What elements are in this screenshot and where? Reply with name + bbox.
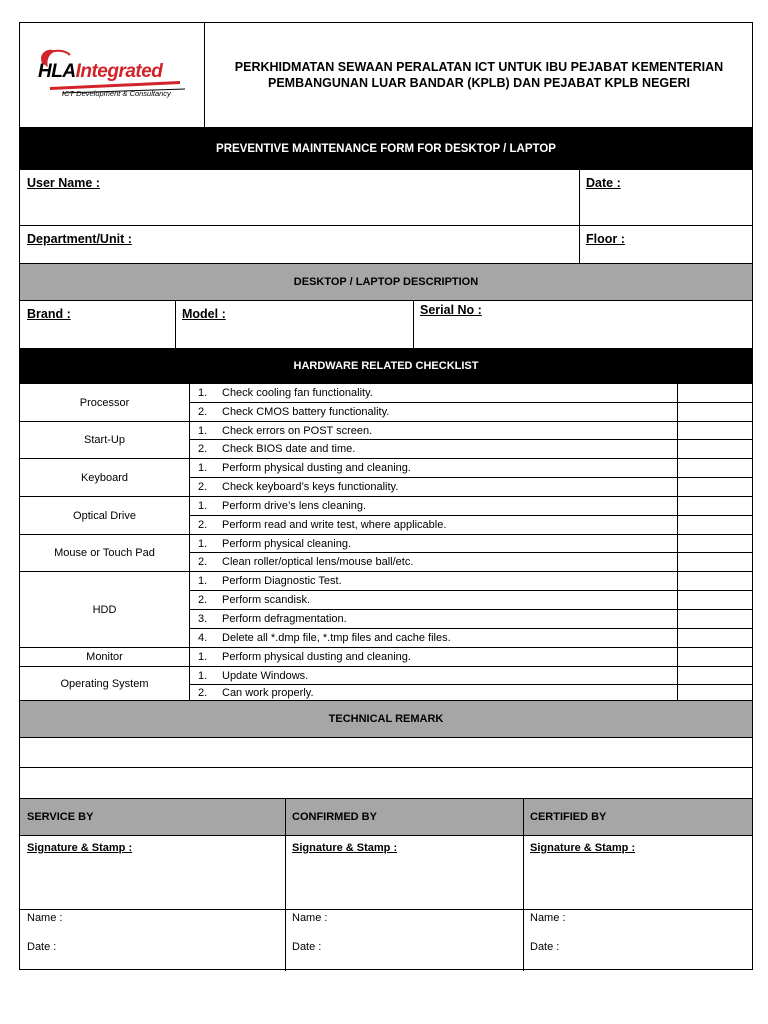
service-date-label: Date : <box>27 941 57 953</box>
checklist-item: 2. Can work properly. <box>190 685 752 701</box>
check-box[interactable] <box>677 516 678 534</box>
checklist-item: 1. Perform drive’s lens cleaning. <box>190 497 752 516</box>
category-processor: Processor <box>20 384 190 422</box>
check-box[interactable] <box>677 610 678 628</box>
category-optical-drive: Optical Drive <box>20 497 190 535</box>
certified-name-label: Name : <box>530 912 566 924</box>
checklist-item: 2. Check keyboard’s keys functionality. <box>190 478 752 497</box>
signature-stamp-row <box>20 836 752 910</box>
check-box[interactable] <box>677 685 678 700</box>
checklist-item: 2. Check BIOS date and time. <box>190 440 752 459</box>
confirmed-date-label: Date : <box>292 941 322 953</box>
department-label: Department/Unit : <box>27 232 132 246</box>
checklist-item: 2. Check CMOS battery functionality. <box>190 403 752 422</box>
checklist-item: 1. Perform Diagnostic Test. <box>190 572 752 591</box>
maintenance-form <box>19 22 753 970</box>
form-header <box>20 23 752 128</box>
check-box[interactable] <box>677 553 678 571</box>
check-box[interactable] <box>677 440 678 458</box>
department-row <box>20 226 752 264</box>
certified-by-title: CERTIFIED BY <box>530 811 607 823</box>
serial-label: Serial No : <box>420 303 482 317</box>
check-box[interactable] <box>677 572 678 590</box>
floor-label: Floor : <box>586 232 625 246</box>
category-monitor: Monitor <box>20 648 190 667</box>
check-box[interactable] <box>677 629 678 647</box>
check-box[interactable] <box>677 422 678 439</box>
checklist-item: 1. Check errors on POST screen. <box>190 422 752 440</box>
category-keyboard: Keyboard <box>20 459 190 497</box>
category-start-up: Start-Up <box>20 422 190 459</box>
check-box[interactable] <box>677 459 678 477</box>
model-label: Model : <box>182 307 226 321</box>
certified-signature-label: Signature & Stamp : <box>530 842 636 854</box>
technical-remark-title: TECHNICAL REMARK <box>20 701 752 738</box>
logo-text-integrated: Integrated <box>75 61 163 82</box>
category-mouse-touch-pad: Mouse or Touch Pad <box>20 535 190 572</box>
checklist-item: 2. Clean roller/optical lens/mouse ball/etc. <box>190 553 752 572</box>
user-name-label: User Name : <box>27 176 100 190</box>
description-row <box>20 301 752 349</box>
confirmed-signature-label: Signature & Stamp : <box>292 842 398 854</box>
checklist-item: 1. Perform physical dusting and cleaning. <box>190 459 752 478</box>
user-name-row <box>20 170 752 226</box>
category-hdd: HDD <box>20 572 190 648</box>
checklist-item: 1. Perform physical dusting and cleaning. <box>190 648 752 667</box>
confirmed-by-title: CONFIRMED BY <box>292 811 377 823</box>
date-label: Date : <box>586 176 621 190</box>
brand-label: Brand : <box>27 307 71 321</box>
logo-text-hla: HLA <box>38 61 76 82</box>
checklist-item: 2. Perform read and write test, where applicable. <box>190 516 752 535</box>
check-box[interactable] <box>677 535 678 552</box>
checklist-title: HARDWARE RELATED CHECKLIST <box>20 349 752 384</box>
checklist-item: 1. Perform physical cleaning. <box>190 535 752 553</box>
checklist-item: 4. Delete all *.dmp file, *.tmp files and cache files. <box>190 629 752 648</box>
header-title-line1: PERKHIDMATAN SEWAAN PERALATAN ICT UNTUK IBU PEJABAT KEMENTERIAN <box>234 60 724 74</box>
header-title-line2: PEMBANGUNAN LUAR BANDAR (KPLB) DAN PEJABAT KPLB NEGERI <box>267 76 690 90</box>
logo-tagline: ICT Development & Consultancy <box>62 89 171 98</box>
service-name-label: Name : <box>27 912 63 924</box>
name-date-row <box>20 910 752 971</box>
check-box[interactable] <box>677 497 678 515</box>
header-title <box>206 23 752 127</box>
technical-remark-line-1[interactable] <box>20 738 752 768</box>
company-logo <box>20 23 205 127</box>
checklist-item: 2. Perform scandisk. <box>190 591 752 610</box>
technical-remark-line-2[interactable] <box>20 768 752 799</box>
signature-header-row <box>20 799 752 836</box>
check-box[interactable] <box>677 384 678 402</box>
checklist-item: 1. Update Windows. <box>190 667 752 685</box>
certified-date-label: Date : <box>530 941 560 953</box>
category-operating-system: Operating System <box>20 667 190 701</box>
checklist-item: 1. Check cooling fan functionality. <box>190 384 752 403</box>
check-box[interactable] <box>677 403 678 421</box>
check-box[interactable] <box>677 667 678 684</box>
form-title: PREVENTIVE MAINTENANCE FORM FOR DESKTOP / LAPTOP <box>20 128 752 170</box>
confirmed-name-label: Name : <box>292 912 328 924</box>
checklist-item: 3. Perform defragmentation. <box>190 610 752 629</box>
service-by-title: SERVICE BY <box>27 811 94 823</box>
service-signature-label: Signature & Stamp : <box>27 842 133 854</box>
check-box[interactable] <box>677 591 678 609</box>
check-box[interactable] <box>677 478 678 496</box>
check-box[interactable] <box>677 648 678 666</box>
description-title: DESKTOP / LAPTOP DESCRIPTION <box>20 264 752 301</box>
